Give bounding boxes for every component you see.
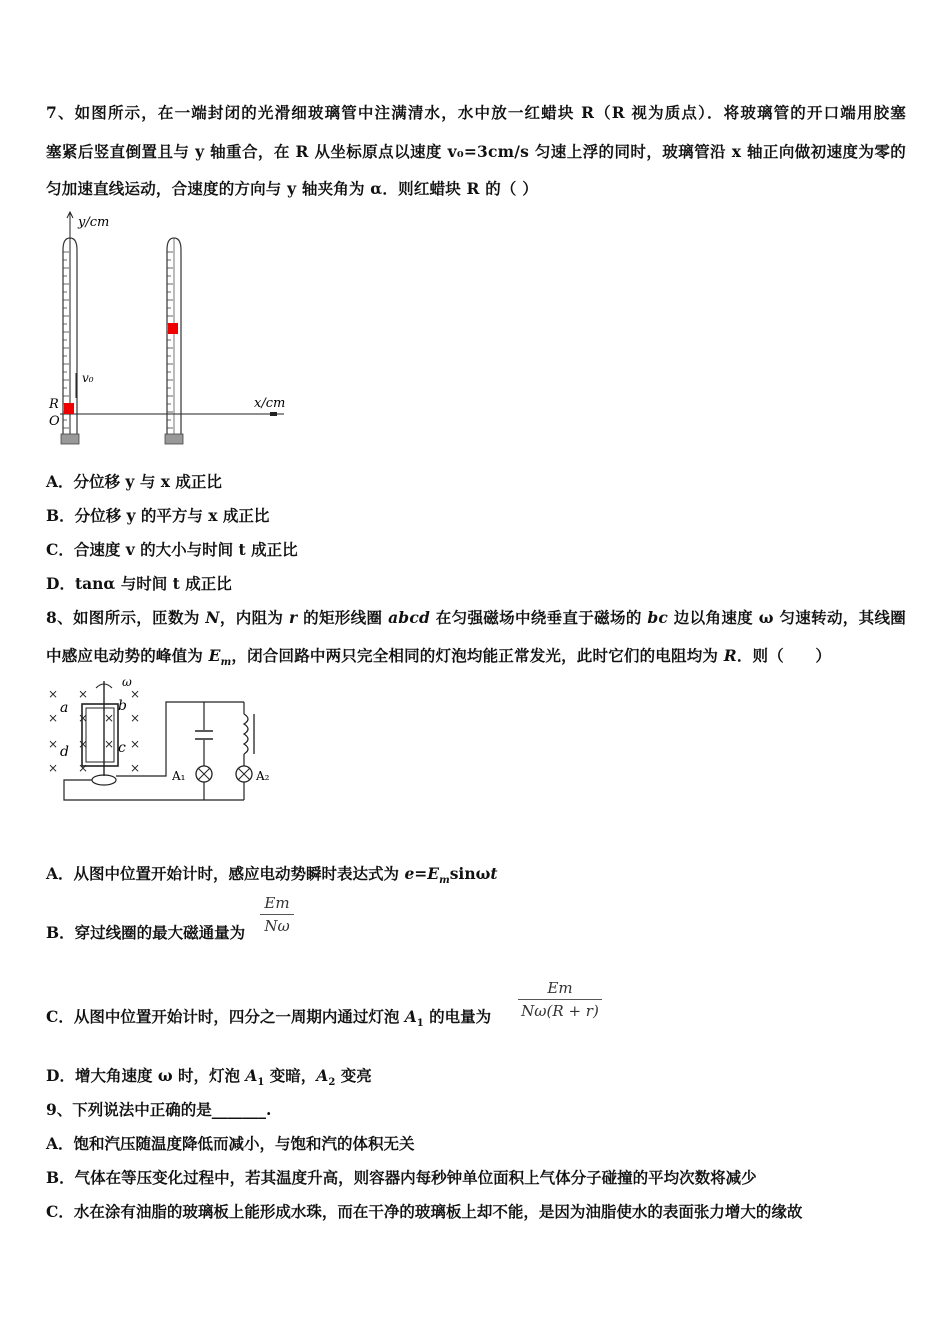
svg-text:×: ×: [48, 761, 59, 775]
svg-text:×: ×: [130, 737, 141, 751]
q9-option-b: B．气体在等压变化过程中，若其温度升高，则容器内每秒钟单位面积上气体分子碰撞的平均次数将减少: [46, 1168, 757, 1187]
q8-stem-line1: 8、如图所示，匝数为 N，内阻为 r 的矩形线圈 abcd 在匀强磁场中绕垂直于磁场的 bc 边以角速度 ω 匀速转动，其线圈: [46, 608, 906, 627]
omega-label: ω: [122, 676, 132, 689]
q9-option-a: A．饱和汽压随温度降低而减小，与饱和汽的体积无关: [46, 1134, 415, 1153]
y-axis-label: y/cm: [78, 215, 110, 230]
lamp-a1-label: A₁: [172, 769, 186, 783]
q8-option-a: A．从图中位置开始计时，感应电动势瞬时表达式为 $e=E_m\sin\omega t$: [46, 864, 498, 887]
x-axis-label: x/cm: [254, 396, 286, 411]
svg-text:×: ×: [78, 687, 89, 701]
q7-option-c: C．合速度 v 的大小与时间 t 成正比: [46, 540, 298, 559]
q7-option-a: A．分位移 y 与 x 成正比: [46, 472, 222, 491]
svg-text:×: ×: [130, 761, 141, 775]
svg-text:×: ×: [130, 711, 141, 725]
q8-circuit-figure: [44, 676, 284, 806]
svg-text:×: ×: [78, 761, 89, 775]
origin-label: O: [49, 414, 60, 429]
q9-stem: 9、下列说法中正确的是_______.: [46, 1100, 272, 1119]
corner-d-label: d: [60, 744, 69, 760]
q8-option-d: D．增大角速度 ω 时，灯泡 $A_1$ 变暗，$A_2$ 变亮: [46, 1066, 372, 1089]
corner-b-label: b: [118, 698, 127, 714]
q7-stem-line3: 匀加速直线运动，合速度的方向与 y 轴夹角为 α．则红蜡块 R 的（ ）: [46, 179, 538, 198]
q8-option-c: C．从图中位置开始计时，四分之一周期内通过灯泡 $A_1$ 的电量为: [46, 1007, 492, 1030]
svg-text:×: ×: [78, 737, 89, 751]
q7-figure: [40, 208, 300, 453]
corner-a-label: a: [60, 700, 69, 716]
red-wax-block-r: [64, 403, 74, 414]
svg-text:×: ×: [130, 687, 141, 701]
q8-option-c-fraction: Em Nω(R + r): [518, 979, 602, 1020]
q7-stem-line1: 7、如图所示，在一端封闭的光滑细玻璃管中注满清水，水中放一红蜡块 R（R 视为质点）．将玻璃管的开口端用胶塞: [46, 103, 906, 122]
corner-c-label: c: [118, 740, 126, 756]
v0-label: v₀: [82, 371, 94, 385]
slip-ring: [92, 775, 116, 785]
q7-stem-line2: 塞紧后竖直倒置且与 y 轴重合，在 R 从坐标原点以速度 v₀=3cm/s 匀速上浮的同时，玻璃管沿 x 轴正向做初速度为零的: [46, 142, 906, 161]
svg-text:×: ×: [48, 687, 59, 701]
svg-text:×: ×: [48, 711, 59, 725]
x-axis-end-marker: [270, 412, 277, 416]
q7-option-b: B．分位移 y 的平方与 x 成正比: [46, 506, 270, 525]
q7-option-d: D．tanα 与时间 t 成正比: [46, 574, 232, 593]
glass-tube-right: [165, 238, 183, 444]
svg-text:×: ×: [104, 737, 115, 751]
r-label: R: [49, 397, 59, 412]
q9-option-c: C．水在涂有油脂的玻璃板上能形成水珠，而在干净的玻璃板上却不能，是因为油脂使水的表面张力增大的缘故: [46, 1202, 803, 1221]
svg-text:×: ×: [78, 711, 89, 725]
svg-text:×: ×: [104, 711, 115, 725]
q8-option-b: B．穿过线圈的最大磁通量为: [46, 923, 246, 942]
q8-stem-line2: 中感应电动势的峰值为 $E_m$，闭合回路中两只完全相同的灯泡均能正常发光，此时它们的电阻均为 R．则（ ）: [46, 646, 832, 669]
q8-option-b-fraction: Em Nω: [260, 894, 294, 935]
lamp-a2-label: A₂: [256, 769, 270, 783]
svg-text:×: ×: [48, 737, 59, 751]
red-wax-block-moved: [168, 323, 178, 334]
